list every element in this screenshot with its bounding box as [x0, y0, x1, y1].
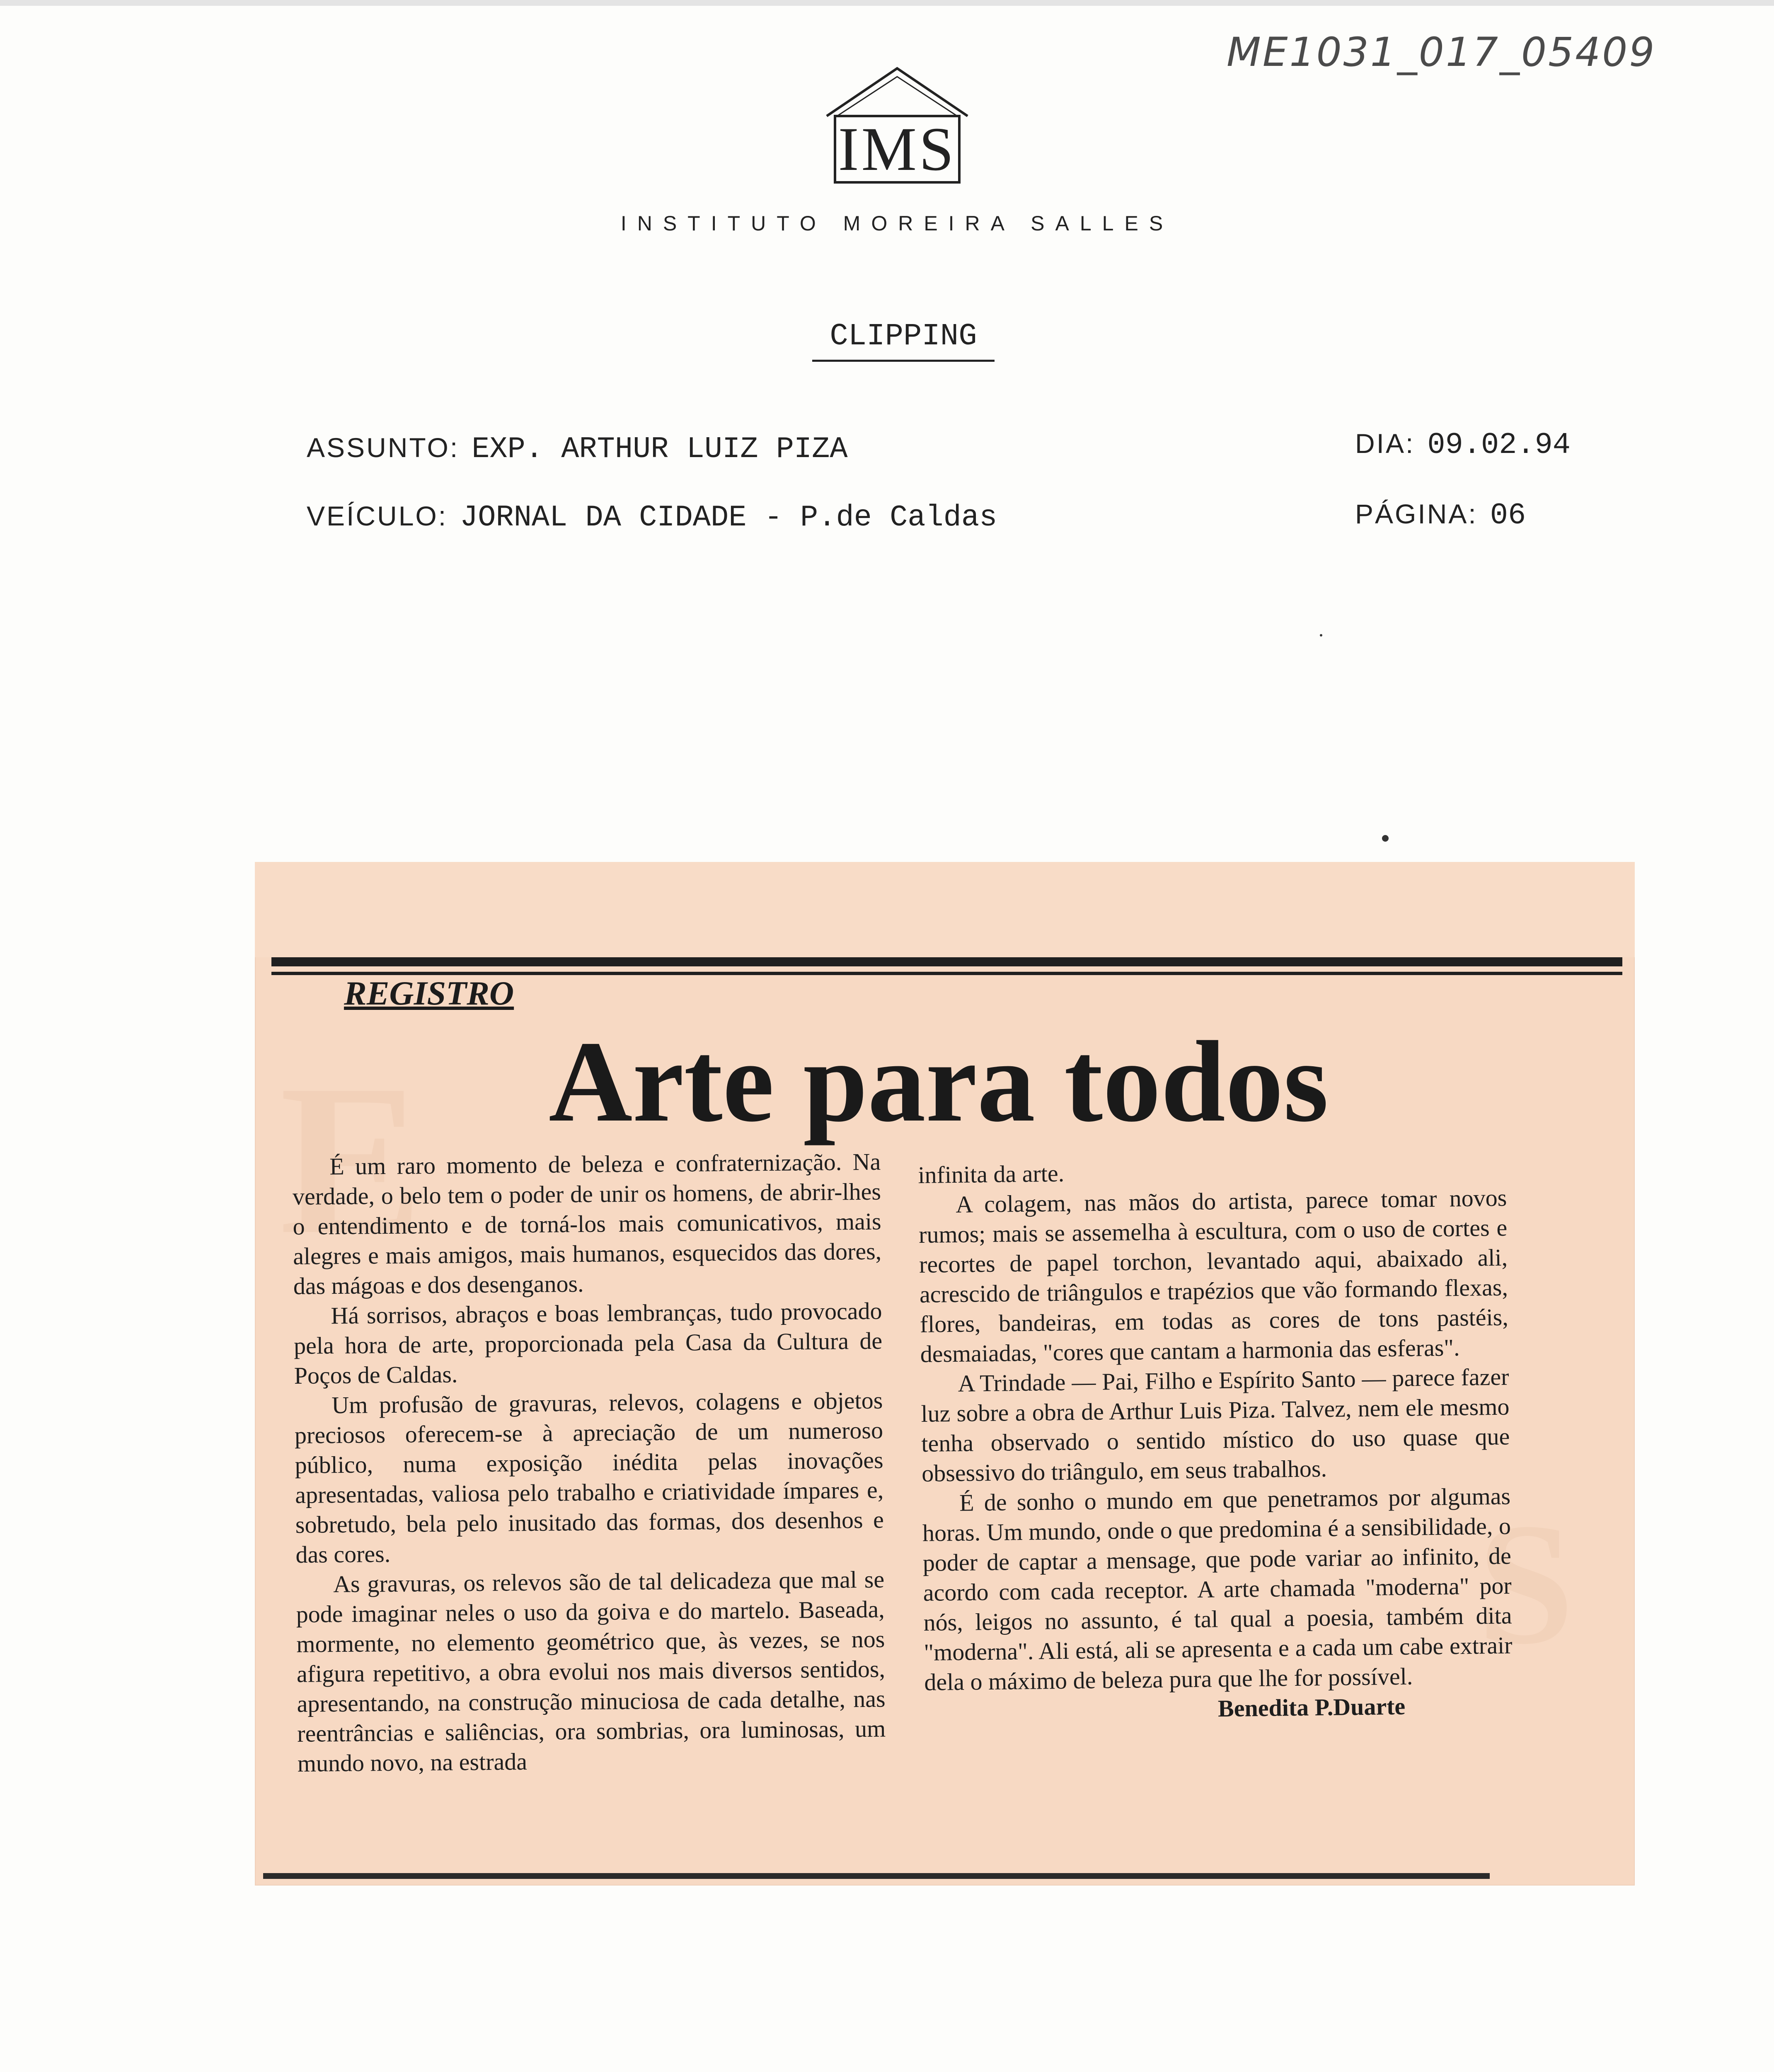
article-paragraph: É de sonho o mundo em que penetramos por algumas horas. Um mundo, onde o que predomina é a sensibilidade, o poder de captar a mensage, que pode variar ao infinito, de acordo com cada receptor. A arte chamada "moderna" por nós, leigos no assunto, é tal qual a poesia, também dita "moderna". Ali está, ali se apresenta e a cada um cabe extrair dela o máximo de beleza pura que lhe for possível. [922, 1482, 1513, 1696]
top-rule [271, 957, 1622, 966]
article-column-right [918, 1153, 1515, 1873]
show-through-ghost: E [280, 1041, 424, 1279]
ink-speck [1382, 835, 1389, 842]
newspaper-clipping [255, 862, 1635, 1886]
dia-label: DIA: [1355, 428, 1415, 459]
pagina-label: PÁGINA: [1355, 499, 1478, 529]
article-paragraph: Há sorrisos, abraços e boas lembranças, tudo provocado pela hora de arte, proporcionada pela Casa da Cultura de Poços de Caldas. [293, 1297, 883, 1389]
article-byline: Benedita P.Duarte [1217, 1692, 1406, 1722]
institute-name: INSTITUTO MOREIRA SALLES [620, 212, 1174, 235]
article-headline: Arte para todos [549, 1017, 1329, 1146]
dia-field [1355, 423, 1687, 464]
ims-logo [818, 62, 976, 186]
section-label: REGISTRO [344, 974, 514, 1012]
assunto-label: ASSUNTO: [307, 432, 460, 463]
veiculo-field [307, 495, 1177, 537]
article-paragraph: A colagem, nas mãos do artista, parece tomar novos rumos; mais se assemelha à escultura, com o uso de cortes e recortes de papel torchon, levantado aqui, abaixado ali, acrescido de triângulos e trapézios que vão formando flexas, flores, bandeiras, em todas as cores de tons pastéis, desmaiadas, "cores que cantam a harmonia das esferas". [918, 1184, 1509, 1368]
article-paragraph: É um raro momento de beleza e confraternização. Na verdade, o belo tem o poder de unir os homens, de abrir-lhes o entendimento e de torná-los mais comunicativos, mais alegres e mais amigos, mais humanos, esquecidos das dores, das mágoas e dos desenganos. [292, 1148, 882, 1300]
pagina-field [1355, 493, 1687, 535]
article-paragraph: As gravuras, os relevos são de tal delicadeza que mal se pode imaginar neles o uso da goiva e do martelo. Baseada, mormente, no elemento geométrico que, às vezes, se nos afigura repetitivo, a obra evolui nos mais diversos sentidos, apresentando, na construção minuciosa de cada detalhe, nas reentrâncias e saliências, ora sombrias, ora luminosas, um mundo novo, na estrada [296, 1566, 886, 1777]
article-paragraph: Um profusão de gravuras, relevos, colagens e objetos preciosos oferecem-se à apreciação de um numeroso público, numa exposição inédita pelas inovações apresentadas, valiosa pelo trabalho e criatividade ímpares e, sobretudo, bela pelo inusitado das formas, dos desenhos e das cores. [294, 1387, 884, 1568]
logo-text: IMS [838, 115, 956, 184]
veiculo-label: VEÍCULO: [307, 501, 448, 531]
article-column-left [292, 1147, 887, 1865]
clipping-title: CLIPPING [830, 319, 977, 354]
veiculo-value: JORNAL DA CIDADE - P.de Caldas [460, 501, 997, 535]
ink-speck [1320, 634, 1322, 637]
show-through-ghost: S [1477, 1487, 1574, 1680]
title-underline [812, 360, 995, 362]
dia-value: 09.02.94 [1427, 428, 1571, 462]
article-paragraph: A Trindade — Pai, Filho e Espírito Santo — parece fazer luz sobre a obra de Arthur Luis Piza. Talvez, nem ele mesmo tenha observado o sentido místico do uso quase que obsessivo do triângulo, em seus trabalhos. [921, 1363, 1510, 1487]
page-edge [0, 0, 1774, 6]
archive-code: ME1031_017_05409 [1227, 29, 1656, 75]
bottom-rule [263, 1873, 1490, 1879]
assunto-value: EXP. ARTHUR LUIZ PIZA [472, 432, 848, 466]
assunto-field [307, 427, 1011, 468]
pagina-value: 06 [1490, 499, 1526, 533]
clipping-top-strip [255, 862, 1635, 957]
article-paragraph: infinita da arte. [918, 1159, 1065, 1188]
